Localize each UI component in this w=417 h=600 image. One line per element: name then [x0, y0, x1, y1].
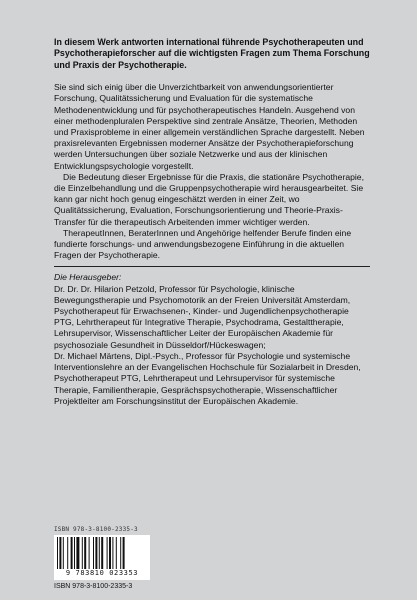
barcode-digits: 9 783810 023353 — [54, 569, 150, 578]
barcode-block — [54, 526, 152, 591]
barcode-bar — [99, 537, 100, 569]
barcode-bar — [120, 537, 121, 569]
barcode-bar — [63, 537, 64, 569]
barcode-bar — [112, 537, 113, 569]
barcode-bar — [123, 537, 125, 569]
paragraph-1: Sie sind sich einig über die Unverzichtbarkeit von anwendungsorientierter Forschung, Qualitätssicherung und Evaluation für die systematische Methodenentwicklung und für psychotherapeutisches Handeln. Ausgehend von einer methodenpluralen Perspektive sind zentrale Ansätze, Theorien, Methoden und Praxisprobleme in einer allgemein verständlichen Sprache dargestellt. Neben praxisrelevanten Ergebnissen moderner Ansätze der Psychotherapieforschung werden Untersuchungen über soziale Netzwerke und aus der klinischen Entwicklungspsychologie vorgestellt. — [54, 82, 365, 171]
intro-text: In diesem Werk antworten international führende Psychotherapeuten und Psychotherapieforscher auf die wichtigsten Fragen zum Thema Forschung und Praxis der Psychotherapie. — [54, 37, 370, 70]
editors-heading: Die Herausgeber: — [54, 272, 122, 283]
barcode-bar — [109, 537, 111, 569]
barcode-bar — [71, 537, 73, 569]
paragraph-2: Die Bedeutung dieser Ergebnisse für die Praxis, die stationäre Psychotherapie, die Einzelbehandlung und die Gruppenpsychotherapie wird herausgearbeitet. Sie kann gar nicht hoch genug eingeschätzt werden in einer Zeit, wo Qualitätssicherung, Evaluation, Forschungsorientierung und Theorie-Praxis-Transfer für die therapeutisch Arbeitenden immer wichtiger werden. — [54, 171, 364, 227]
barcode-bar — [89, 537, 90, 569]
barcode-bars — [57, 537, 147, 569]
cover-text — [54, 37, 370, 407]
barcode-bar — [84, 537, 86, 569]
isbn-bottom-label: ISBN 978-3-8100-2335-3 — [54, 583, 133, 590]
editor-2: Dr. Michael Märtens, Dipl.-Psych., Professor für Psychologie und systemische Interventionslehre an der Evangelischen Hochschule für Sozialarbeit in Dresden, Psychotherapeut PTG, Lehrtherapeut und Lehrsupervisor für systemische Therapie, Familientherapie, Gesprächspsychotherapie, Wissenschaftlicher Projektleiter am Forschungsinstitut der Europäischen Akademie. — [54, 350, 361, 406]
barcode-bar — [74, 537, 75, 569]
barcode — [54, 535, 150, 580]
barcode-bar — [67, 537, 68, 569]
barcode-bar — [76, 537, 79, 569]
barcode-bar — [107, 537, 108, 569]
barcode-bar — [82, 537, 83, 569]
barcode-bar — [57, 537, 58, 569]
barcode-bar — [95, 537, 97, 569]
editor-1: Dr. Dr. Dr. Hilarion Petzold, Professor für Psychologie, klinische Bewegungstherapie und Psychomotorik an der Freien Universität Amsterdam, Psychotherapeut für Erwachsenen-, Kinder- und Jugendlichenpsychotherapie PTG, Lehrtherapeut für Integrative Therapie, Psychodrama, Gestalttherapie, Lehrsupervisor, Wissenschaftlicher Leiter der Europäischen Akademie für psychosoziale Gesundheit in Düsseldorf/Hückeswagen; — [54, 283, 351, 350]
barcode-bar — [116, 537, 117, 569]
paragraph-3: TherapeutInnen, BeraterInnen und Angehörige helfender Berufe finden eine fundierte forschungs- und anwendungsbezogene Einführung in die aktuellen Fragen der Psychotherapie. — [54, 227, 352, 261]
barcode-bar — [93, 537, 94, 569]
barcode-bar — [59, 537, 61, 569]
isbn-top-label: ISBN 978-3-8100-2335-3 — [54, 526, 138, 533]
barcode-bar — [101, 537, 103, 569]
divider — [54, 266, 370, 267]
